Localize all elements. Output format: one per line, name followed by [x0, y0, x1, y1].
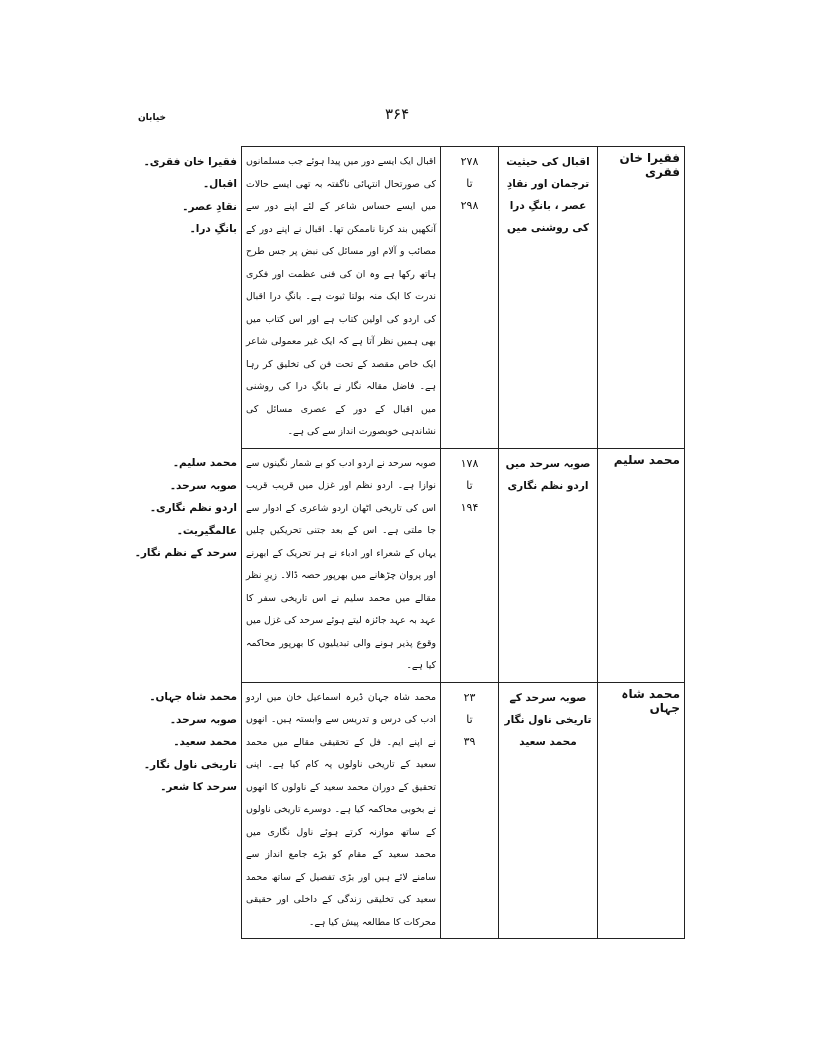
keyword: محمد شاہ جہاں۔	[149, 691, 237, 703]
summary-cell: محمد شاہ جہان ڈیرہ اسماعیل خان میں اردو ادب کی درس و تدریس سے وابستہ ہیں۔ انھوں نے اپنے ایم۔ فل کے تحقیقی مقالے میں محمد سعید کے تاریخی ناولوں پہ کام کیا ہے۔ اپنی تحقیق کے دوران محمد سعید کے ناولوں کا انھوں نے بخوبی محاکمہ کیا ہے۔ دوسرے تاریخی ناولوں کے ساتھ موازنہ کرتے ہوئے ناول نگاری میں محمد سعید کے مقام کو بڑے جامع انداز سے سامنے لائے ہیں اور بڑی تفصیل کے ساتھ محمد سعید کی تخلیقی زندگی کے داخلی اور حقیقی محرکات کا مطالعہ پیش کیا ہے۔	[242, 682, 441, 939]
page-end: ۳۹	[463, 734, 476, 748]
title-cell: اقبال کی حیثیت ترجمان اور نقادِ عصر ، بانگِ درا کی روشنی میں	[499, 147, 598, 449]
title-cell: صوبہ سرحد میں اردو نظم نگاری	[499, 448, 598, 682]
page-number: ۳۶۴	[385, 105, 410, 123]
keyword: صوبہ سرحد۔	[169, 713, 237, 726]
table-row	[138, 147, 685, 449]
summary-cell: اقبال ایک ایسے دور میں پیدا ہوئے جب مسلمانوں کی صورتحال انتہائی ناگفتہ بہ تھی ایسے حالات میں ایسے حساس شاعر کے لئے اپنے دور سے آنکھیں بند کرنا ناممکن تھا۔ اقبال نے اپنے دور کے مصائب و آلام اور مسائل کی نبض پر جس طرح ہاتھ رکھا ہے وہ ان کی فنی عظمت اور فکری ندرت کا ایک منہ بولتا ثبوت ہے۔ بانگِ درا اقبال کی اردو کی اولین کتاب ہے اور اس کتاب میں بھی ہمیں نظر آتا ہے کہ ایک غیر معمولی شاعر ایک خاص مقصد کے تحت فن کی تخلیق کر رہا ہے۔ فاضل مقالہ نگار نے بانگِ درا کی روشنی میں اقبال کے دور کے عصری مسائل کی نشاندہی خوبصورت انداز سے کی ہے۔	[242, 147, 441, 449]
article-index-table	[134, 146, 685, 939]
pages-cell	[441, 147, 499, 449]
keyword: اردو نظم نگاری۔	[149, 502, 237, 514]
table-row	[138, 448, 685, 682]
author-cell: محمد سلیم	[598, 448, 685, 682]
keyword: تاریخی ناول نگار۔	[143, 758, 237, 771]
keyword: اقبال۔	[203, 178, 237, 190]
title-cell: صوبہ سرحد کے تاریخی ناول نگار محمد سعید	[499, 682, 598, 939]
keyword: فقیرا خان فقری۔	[143, 155, 237, 168]
page-start: ۱۷۸	[460, 456, 479, 470]
keywords-cell	[138, 147, 242, 449]
table-row	[138, 682, 685, 939]
summary-cell: صوبہ سرحد نے اردو ادب کو بے شمار نگینوں سے نوازا ہے۔ اردو نظم اور غزل میں قریب قریب اس کی تاریخی اٹھان اردو شاعری کے ادوار سے جا ملتی ہے۔ اس کے بعد جتنی تحریکیں چلیں یہاں کے شعراء اور ادباء نے ہر تحریک کے ابھرنے اور پروان چڑھانے میں بھرپور حصہ ڈالا۔ زیرِ نظر مقالے میں محمد سلیم نے اس تاریخی سفر کا عہد بہ عہد جائزہ لیتے ہوئے سرحد کی غزل میں وقوع پذیر ہونے والی تبدیلیوں کا بھرپور محاکمہ کیا ہے۔	[242, 448, 441, 682]
page-end: ۱۹۴	[460, 500, 479, 514]
page-separator: تا	[466, 478, 473, 492]
keywords-cell	[134, 448, 242, 682]
keywords-cell	[138, 682, 242, 939]
page-start: ۲۳	[463, 690, 476, 704]
page-end: ۲۹۸	[460, 199, 479, 212]
keyword: عالمگیریت۔	[176, 524, 237, 537]
keyword: نقادِ عصر۔	[182, 200, 237, 213]
author-cell: فقیرا خان فقری	[598, 147, 685, 449]
keyword: صوبہ سرحد۔	[169, 479, 237, 492]
keyword: محمد سلیم۔	[172, 457, 237, 469]
pages-cell	[441, 448, 499, 682]
keyword: بانگِ درا۔	[189, 223, 237, 235]
journal-name: خیابان	[138, 113, 166, 123]
page-start: ۲۷۸	[460, 155, 479, 168]
keyword: سرحد کا شعر۔	[160, 781, 237, 793]
page-separator: تا	[466, 712, 473, 726]
page-separator: تا	[466, 177, 473, 190]
keyword: سرحد کے نظم نگار۔	[134, 547, 237, 559]
author-cell: محمد شاہ جہاں	[598, 682, 685, 939]
pages-cell	[441, 682, 499, 939]
keyword: محمد سعید۔	[173, 736, 237, 748]
